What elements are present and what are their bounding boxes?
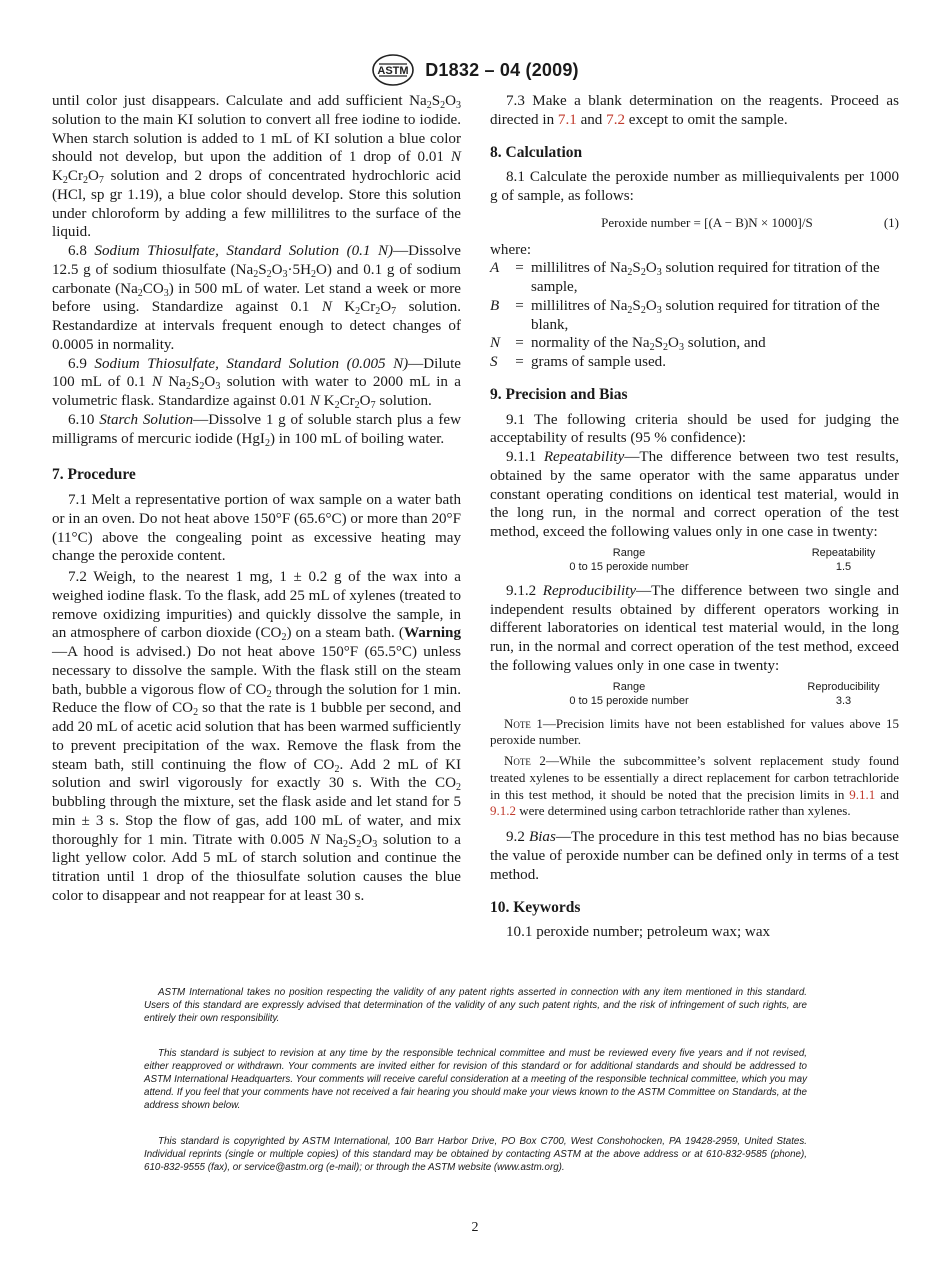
table-header-row: Range Repeatability (612, 546, 876, 559)
logo-text: ASTM (377, 65, 409, 77)
table-row: 0 to 15 peroxide number 1.5 (569, 560, 852, 573)
paragraph-8-1: 8.1 Calculate the peroxide number as milliequivalents per 1000 g of sample, as follows: (490, 169, 899, 204)
paragraph-10-1: 10.1 peroxide number; petroleum wax; wax (506, 924, 771, 941)
footer-copyright-notice: This standard is copyrighted by ASTM International, 100 Barr Harbor Drive, PO Box C700, West Conshohocken, PA 19428-2959, United States. Individual reprints (single or multiple copies) of this standard may be obtained by contacting ASTM at the above address or at 610-832-9585 (phone), 610-832-9555 (fax), or service@astm.org (e-mail); or through the ASTM website (www.astm.org). (144, 1136, 807, 1173)
astm-logo-icon (371, 52, 415, 88)
page-header (0, 52, 950, 92)
definition-a: A = millilitres of $Na_2S_2O_3$ solution required for titration of the sample, (490, 260, 880, 295)
page-number: 2 (471, 1220, 479, 1235)
paragraph-6-8: 6.8 Sodium Thiosulfate, Standard Solution (0.1 N)—Dissolve 12.5 g of sodium thiosulfate $(Na_2S_2O_3\cdot 5H_2O)$ and 0.1 g of sodium carbonate $(Na_2CO_3)$ in 500 mL of water. Let stand a week or more before using. Standardize against 0.1 N $K_2Cr_2O_7$ solution. Restandardize at intervals frequent enough to detect changes of 0.0005 in normality. (52, 243, 462, 353)
definition-b: B = millilitres of $Na_2S_2O_3$ solution required for titration of the blank, (490, 297, 880, 333)
table-header-row: Range Reproducibility (612, 680, 880, 693)
section-heading-8: 8. Calculation (490, 143, 583, 161)
link-7-2[interactable]: 7.2 (606, 111, 626, 128)
paragraph-7-3: 7.3 Make a blank determination on the reagents. Proceed as directed in 7.1 and 7.2 except to omit the sample. (490, 93, 899, 128)
left-column (52, 92, 461, 906)
footer-patent-notice: ASTM International takes no position respecting the validity of any patent rights asserted in connection with any item mentioned in this standard. Users of this standard are expressly advised that determination of the validity of any such patent rights, and the risk of infringement of such rights, are entirely their own responsibility. (144, 987, 807, 1024)
repeatability-table (490, 546, 899, 574)
section-heading-10: 10. Keywords (490, 898, 581, 916)
equation-number: (1) (883, 214, 899, 230)
section-heading-7: 7. Procedure (52, 466, 136, 484)
paragraph-7-2: 7.2 Weigh, to the nearest 1 mg, 1 ± 0.2 g of the wax into a weighed iodine flask. To the flask, add 25 mL of xylenes (treated to remove oxidizing impurities) and quickly dissolve the sample, in an atmosphere of carbon dioxide $(CO_2)$ on a steam bath. (Warning—A hood is advised.) Do not heat above 150°F (65.5°C) unless necessary to dissolve the sample. With the flask still on the steam bath, bubble a vigorous flow of $CO_2$ through the solution for 1 min. Reduce the flow of $CO_2$ so that the rate is 1 bubble per second, and add 20 mL of acetic acid solution that has been warmed sufficiently to prevent precipitation of the wax. Remove the flask from the steam bath, still continuing the flow of $CO_2$. Add 2 mL of KI solution and swirl vigorously for exactly 30 s. With the $CO_2$ bubbling through the mixture, set the flask aside and let stand for 5 min ± 3 s. Stop the flow of gas, add 100 mL of water, and mix thoroughly for 1 min. Titrate with 0.005 N $Na_2S_2O_3$ solution to a light yellow color. Add 5 mL of starch solution and continue the titration until 1 drop of the thiosulfate solution causes the blue color to disappear and not reappear for at least 30 s. (52, 569, 462, 904)
paragraph-6-9: 6.9 Sodium Thiosulfate, Standard Solution (0.005 N)—Dilute 100 mL of 0.1 N $Na_2S_2O_3$ solution with water to 2000 mL in a volumetric flask. Standardize against 0.01 N $K_2Cr_2O_7$ solution. (52, 355, 461, 411)
link-9-1-1[interactable]: 9.1.1 (849, 786, 876, 802)
paragraph-9-1-1: 9.1.1 Repeatability—The difference between two test results, obtained by the same operator with the same apparatus under constant operating conditions on identical test material, would in the long run, in the normal and correct operation of the test method, exceed the following values only in one case in twenty: (490, 449, 899, 540)
paragraph-9-1: 9.1 The following criteria should be used for judging the acceptability of results (95 % confidence): (490, 411, 899, 447)
table-row: 0 to 15 peroxide number 3.3 (569, 694, 852, 707)
equation-1 (490, 214, 899, 233)
reproducibility-table (490, 680, 899, 708)
paragraph-6-10: 6.10 Starch Solution—Dissolve 1 g of soluble starch plus a few milligrams of mercuric iodide (HgI$_2$) in 100 mL of boiling water. (52, 411, 462, 449)
paragraph-continuation: until color just disappears. Calculate and add sufficient $Na_2S_2O_3$ solution to the main KI solution to convert all free iodine to iodide. When starch solution is added to 1 mL of KI solution a blue color should not develop, but upon the addition of 1 drop of 0.01 N $K_2Cr_2O_7$ solution and 2 drops of concentrated hydrochloric acid (HCl, sp gr 1.19), a blue color should develop. Store this solution under chloroform by adding a few millilitres to the surface of the liquid. (52, 93, 461, 241)
section-heading-9: 9. Precision and Bias (490, 385, 628, 403)
equation-text: Peroxide number = [(A − B)N × 1000]/S (601, 214, 813, 230)
definition-n: N = normality of the $Na_2S_2O_3$ solution, and (490, 335, 766, 354)
right-column (490, 92, 899, 942)
footer-revision-notice: This standard is subject to revision at any time by the responsible technical committee and must be reviewed every five years and if not revised, either reapproved or withdrawn. Your comments are invited either for revision of this standard or for additional standards and should be addressed to ASTM International Headquarters. Your comments will receive careful consideration at a meeting of the responsible technical committee, which you may attend. If you feel that your comments have not received a fair hearing you should make your views known to the ASTM Committee on Standards, at the address shown below. (144, 1048, 807, 1111)
document-designation: D1832 – 04 (2009) (425, 59, 579, 80)
paragraph-9-1-2: 9.1.2 Reproducibility—The difference between two single and independent results obtained by different operators working in different laboratories on identical test material would, in the long run, in the normal and correct operation of the test method, exceed the following values only in one case in twenty: (490, 582, 899, 674)
note-1: Note 1—Precision limits have not been established for values above 15 peroxide number. (490, 715, 899, 748)
paragraph-7-1: 7.1 Melt a representative portion of wax sample on a water bath or in an oven. Do not heat above 150°F (65.6°C) or more than 20°F (11°C) above the congealing point as excessive heating may change the peroxide content. (52, 492, 461, 565)
link-7-1[interactable]: 7.1 (557, 111, 577, 128)
definition-s: S = grams of sample used. (490, 354, 666, 370)
where-label: where: (490, 241, 532, 258)
link-9-1-2[interactable]: 9.1.2 (490, 803, 516, 819)
note-2: Note 2—While the subcommittee’s solvent replacement study found treated xylenes to be essentially a direct replacement for carbon tetrachloride in this test method, it should be noted that the precision limits in 9.1.1 and 9.1.2 were determined using carbon tetrachloride rather than xylenes. (490, 753, 900, 819)
paragraph-9-2: 9.2 Bias—The procedure in this test method has no bias because the value of peroxide number can be defined only in terms of a test method. (490, 829, 899, 883)
